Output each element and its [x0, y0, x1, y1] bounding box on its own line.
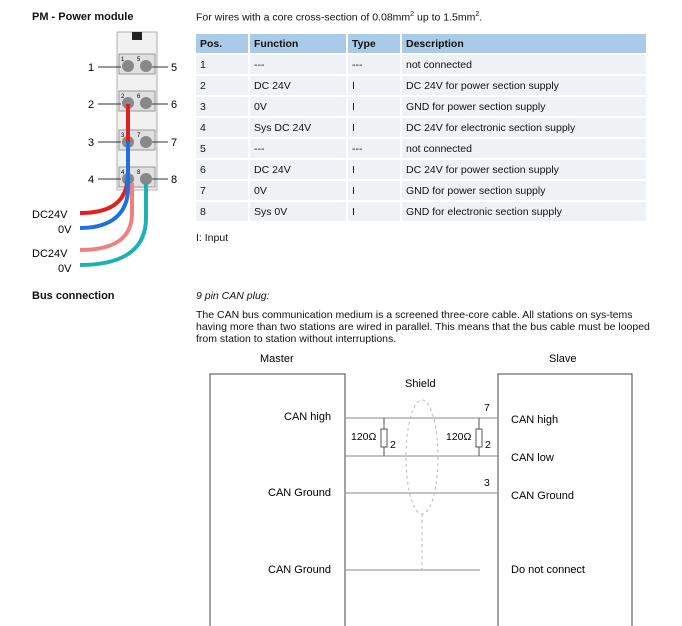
wire-note: For wires with a core cross-section of $0.08mm^2$ up to $1.5mm^2$.	[196, 11, 483, 24]
table-cell: DC 24V	[250, 160, 348, 179]
master-can-high: CAN high	[284, 411, 332, 423]
table-cell: not connected	[402, 139, 648, 158]
pin-number-7: 7	[484, 402, 490, 414]
section-title: PM - Power module	[32, 11, 134, 23]
wire-0v-teal	[80, 183, 146, 265]
header-description: Description	[402, 34, 648, 53]
table-row	[196, 139, 648, 158]
table-cell: 1	[196, 55, 250, 74]
pin-label-6: 6	[171, 99, 178, 111]
type-legend: I: Input	[196, 232, 229, 244]
can-wiring-diagram	[0, 345, 682, 626]
slot-pin-4: 4	[121, 170, 125, 176]
table-row	[196, 55, 648, 74]
table-cell: GND for power section supply	[402, 97, 648, 116]
table-cell: 7	[196, 181, 250, 200]
table-row	[196, 181, 648, 200]
slave-can-high: CAN high	[511, 414, 559, 426]
shield-ellipse	[406, 400, 438, 514]
pin-label-5: 5	[171, 62, 178, 74]
wire-label-dc24v-2: DC24V	[32, 248, 68, 260]
table-cell: not connected	[402, 55, 648, 74]
master-label: Master	[260, 353, 294, 365]
wire-label-0v-2: 0V	[58, 263, 72, 275]
wire-label-dc24v-1: DC24V	[32, 209, 68, 221]
table-cell: DC 24V for power section supply	[402, 160, 648, 179]
resistor-slave	[476, 429, 482, 447]
table-cell: I	[348, 118, 402, 137]
table-row	[196, 97, 648, 116]
table-cell: Sys DC 24V	[250, 118, 348, 137]
table-row	[196, 160, 648, 179]
table-cell: 6	[196, 160, 250, 179]
bus-description: The CAN bus communication medium is a screened three-core cable. All stations on sys-tems having more than two stations are wired in parallel. This means that the bus cable must be looped from station to station without interruptions.	[196, 309, 650, 345]
pin-number-3: 3	[484, 477, 490, 489]
table-cell: 0V	[250, 181, 348, 200]
slave-can-ground: CAN Ground	[511, 490, 574, 502]
table-cell: ---	[348, 55, 402, 74]
table-cell: I	[348, 202, 402, 221]
resistor-pin-slave: 2	[485, 439, 491, 451]
module-latch	[132, 32, 142, 40]
pin-label-1: 1	[88, 62, 95, 74]
pin-label-4: 4	[88, 174, 95, 186]
table-cell: GND for power section supply	[402, 181, 648, 200]
table-cell: ---	[348, 139, 402, 158]
table-cell: 4	[196, 118, 250, 137]
table-header-row	[196, 34, 648, 53]
table-cell: DC 24V	[250, 76, 348, 95]
pin-label-7: 7	[171, 137, 178, 149]
header-type: Type	[348, 34, 402, 53]
table-cell: I	[348, 76, 402, 95]
header-pos: Pos.	[196, 34, 250, 53]
table-cell: 2	[196, 76, 250, 95]
table-cell: I	[348, 97, 402, 116]
slave-label: Slave	[549, 353, 577, 365]
table-cell: DC 24V for electronic section supply	[402, 118, 648, 137]
table-cell: 0V	[250, 97, 348, 116]
pin-label-8: 8	[171, 174, 178, 186]
resistor-value-slave: 120Ω	[446, 431, 472, 443]
slot-pin-1: 1	[121, 57, 125, 63]
table-cell: I	[348, 160, 402, 179]
pin-table	[196, 32, 648, 223]
table-row	[196, 202, 648, 221]
table-cell: GND for electronic section supply	[402, 202, 648, 221]
table-cell: 5	[196, 139, 250, 158]
table-cell: ---	[250, 55, 348, 74]
resistor-value-master: 120Ω	[351, 431, 377, 443]
slot-pin-8: 8	[137, 170, 141, 176]
master-can-ground-2: CAN Ground	[268, 564, 331, 576]
table-cell: ---	[250, 139, 348, 158]
shield-label: Shield	[405, 378, 436, 390]
power-module-diagram	[0, 28, 190, 278]
can-plug-title: 9 pin CAN plug:	[196, 290, 270, 302]
table-cell: 8	[196, 202, 250, 221]
pin-label-3: 3	[88, 137, 95, 149]
slave-can-low: CAN low	[511, 452, 554, 464]
master-can-ground: CAN Ground	[268, 487, 331, 499]
table-cell: Sys 0V	[250, 202, 348, 221]
pin-label-2: 2	[88, 99, 95, 111]
slot-pin-2: 2	[121, 94, 125, 100]
table-row	[196, 118, 648, 137]
slot-pin-3: 3	[121, 133, 125, 139]
slot-pin-6: 6	[137, 94, 141, 100]
table-cell: I	[348, 181, 402, 200]
wire-label-0v-1: 0V	[58, 224, 72, 236]
table-cell: 3	[196, 97, 250, 116]
slave-do-not-connect: Do not connect	[511, 564, 585, 576]
bus-title: Bus connection	[32, 290, 115, 302]
resistor-master	[381, 429, 387, 447]
header-function: Function	[250, 34, 348, 53]
table-cell: DC 24V for power section supply	[402, 76, 648, 95]
slot-pin-5: 5	[137, 57, 141, 63]
slot-pin-7: 7	[137, 133, 141, 139]
resistor-pin-master: 2	[390, 439, 396, 451]
table-row	[196, 76, 648, 95]
